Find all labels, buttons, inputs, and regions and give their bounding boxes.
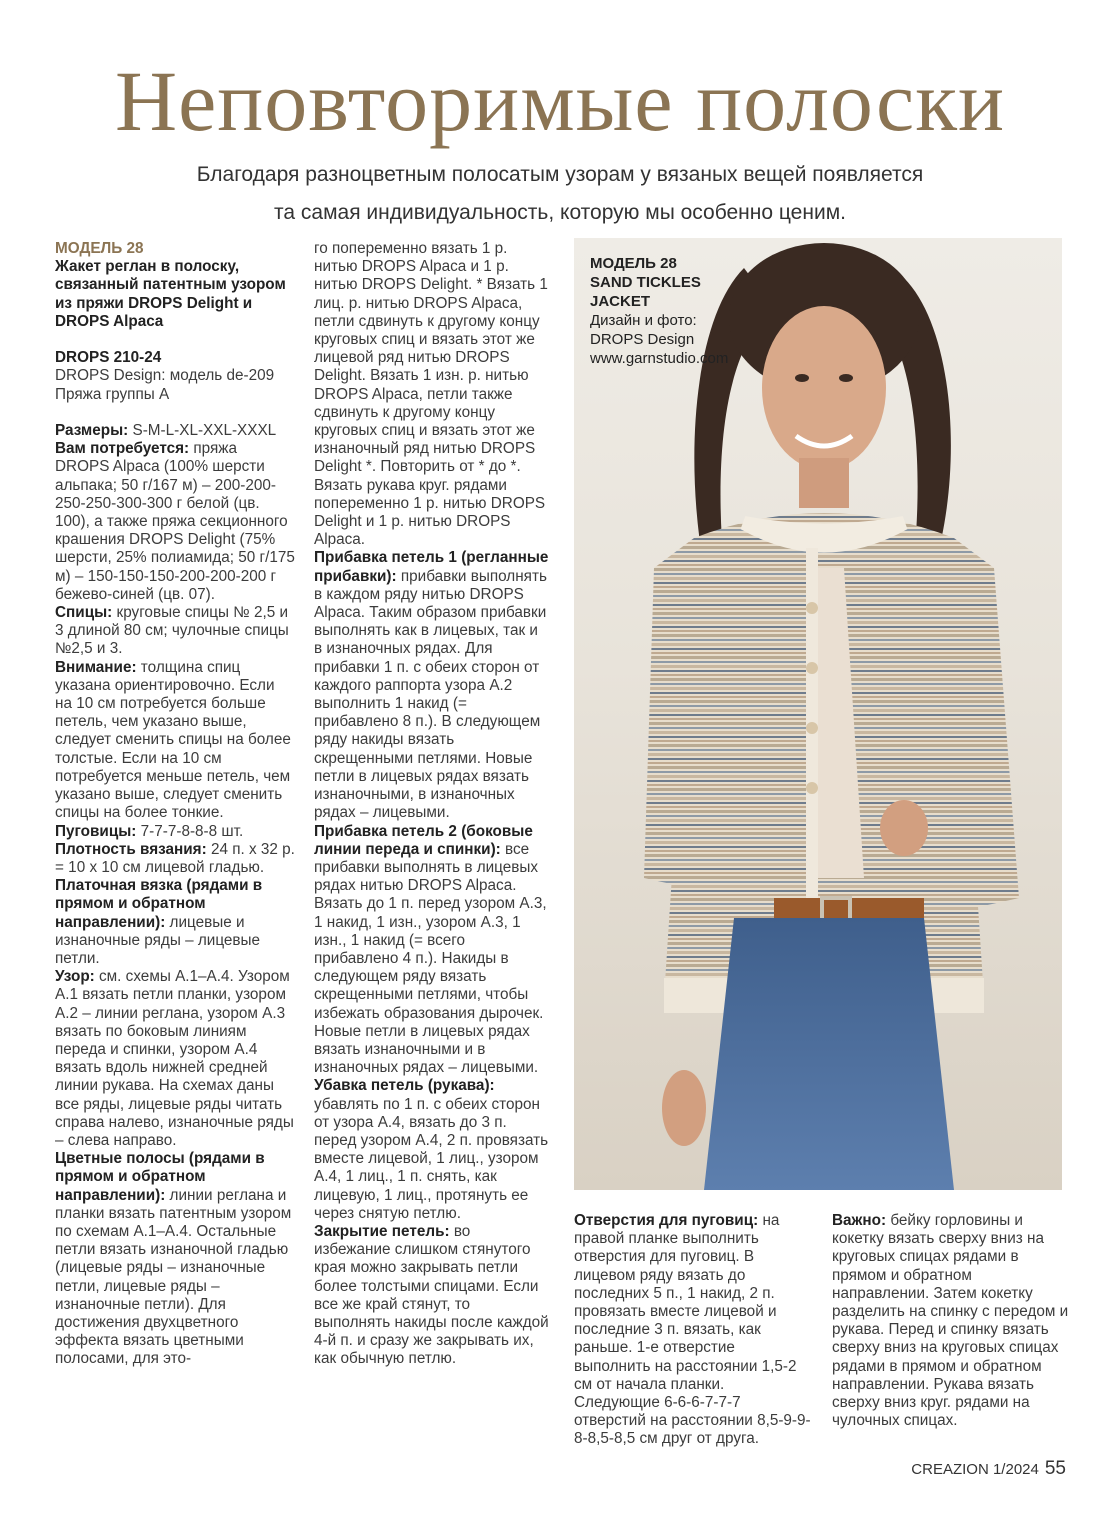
caption-name-1: SAND TICKLES — [590, 274, 701, 291]
text-column-2 — [314, 240, 550, 1369]
cardigan-model-illustration — [574, 238, 1062, 1190]
garter-paragraph — [55, 877, 262, 967]
needles-paragraph — [55, 604, 289, 657]
caption-model: МОДЕЛЬ 28 — [590, 255, 677, 272]
increase-1-label: Прибавка петель 1 (регланные прибавки): — [314, 549, 549, 585]
model-photo — [574, 238, 1062, 1190]
buttons-paragraph — [55, 823, 243, 840]
gauge-text: 24 п. x 32 р. = 10 x 10 см лицевой гладью. — [55, 840, 295, 876]
increase-1-text: прибавки выполнять в каждом ряду нитью DROPS Alpaca. Таким образом прибавки выполнять как в лицевых, так и в изнаночных рядах. Для прибавки 1 п. с обеих сторон от каждого раппорта узора А.2 выполнить 1 накид (= прибавлено 8 п.). В следующем ряду накиды вязать скрещенными петлями. Новые петли в лицевых рядах вязать изнаночными, в изнаночных рядах – лицевыми. — [314, 567, 547, 822]
caption-credit-1: Дизайн и фото: — [590, 312, 697, 329]
model-heading: Жакет реглан в полоску, связанный патентным узором из пряжи DROPS Delight и DROPS Alpaca — [55, 258, 286, 330]
gauge-label: Плотность вязания: — [55, 840, 207, 858]
bind-off-text: во избежание слишком стянутого края можно закрывать петли более толстыми спицами. Если все же край стянут, то выполнять накиды после каждой 4-й п. и сразу же закрывать их, как обычную петлю. — [314, 1222, 549, 1368]
needles-label: Спицы: — [55, 604, 113, 622]
yarn-group: Пряжа группы А — [55, 385, 170, 403]
sizes-label: Размеры: — [55, 422, 129, 440]
stripes-paragraph — [55, 1150, 291, 1367]
increase-2-paragraph — [314, 823, 547, 1077]
caption-site: www.garnstudio.com — [590, 350, 729, 367]
text-column-3 — [574, 1212, 814, 1449]
model-number: МОДЕЛЬ 28 — [55, 240, 144, 257]
buttonholes-label: Отверстия для пуговиц: — [574, 1212, 759, 1229]
page-number: 55 — [1044, 1458, 1066, 1479]
text-column-4 — [832, 1212, 1072, 1430]
buttonholes-text: на правой планке выполнить отверстия для пуговиц. В лицевом ряду вязать до последних 5 п., 1 накид, 2 п. провязать вместе лицевой и последние 3 п. вязать, как раньше. 1-е отверстие выполнить на расстоянии 1,5-2 см от начала планки. Следующие 6-6-6-7-7-7 отверстий на расстоянии 8,5-9-9-8-8,5-8,5 см друг от друга. — [574, 1212, 811, 1448]
lead-line-2: та самая индивидуальность, которую мы особенно ценим. — [274, 201, 846, 224]
pattern-text: см. схемы А.1–А.4. Узором А.1 вязать петли планки, узором А.2 – линии реглана, узором А.3 вязать по боковым линиям переда и спинки, узором А.4 вязать вдоль нижней средней линии рукава. На схемах даны все ряды, лицевые ряды читать справа налево, изнаночные ряды – слева направо. — [55, 968, 294, 1149]
buttonholes-paragraph — [574, 1212, 811, 1447]
attention-text: толщина спиц указана ориентировочно. Если на 10 см потребуется больше петель, чем указано выше, следует сменить спицы на более толстые. Если на 10 см потребуется меньше петель, чем указано выше, следует сменить спицы на более тонкие. — [55, 658, 291, 822]
garter-text: лицевые и изнаночные ряды – лицевые петли. — [55, 913, 261, 967]
design-line: DROPS Design: модель de-209 — [55, 367, 275, 385]
important-paragraph — [832, 1212, 1068, 1429]
important-text: бейку горловины и кокетку вязать сверху вниз на круговых спицах рядами в прямом и обратном направлении. Затем кокетку разделить на спинку с передом и рукава. Перед и спинку вязать сверху вниз на круговых спицах рядами в прямом и обратном направлении. Рукава вязать сверху вниз круг. рядами на чулочных спицах. — [832, 1212, 1069, 1430]
materials-text: пряжа DROPS Alpaca (100% шерсти альпака; 50 г/167 м) – 200-200-250-250-300-300 г белой (цв. 100), а также пряжа секционного крашения DROPS Delight (75% шерсти, 25% полиамида; 50 г/175 м) – 150-150-150-200-200-200 г бежево-синей (цв. 07). — [55, 440, 295, 603]
stripes-continued: го попеременно вязать 1 р. нитью DROPS Alpaca и 1 р. нитью DROPS Delight. * Вязать 1 лиц. р. нитью DROPS Alpaca, петли сдвинуть к другому концу круговых спиц и вязать этот же лицевой ряд нитью DROPS Delight. Вязать 1 изн. р. нитью DROPS Alpaca, петли также сдвинуть к другому концу круговых спиц и вязать этот же изнаночный ряд нитью DROPS Delight *. Повторить от * до *. Вязать рукава круг. рядами попеременно 1 р. нитью DROPS Delight и 1 р. нитью DROPS Alpaca. — [314, 240, 548, 549]
issue-label: CREAZION 1/2024 — [911, 1461, 1039, 1478]
bind-off-label: Закрытие петель: — [314, 1222, 450, 1240]
attention-label: Внимание: — [55, 658, 137, 676]
attention-paragraph — [55, 659, 291, 822]
buttons-label: Пуговицы: — [55, 822, 137, 840]
drops-code: DROPS 210-24 — [55, 349, 162, 367]
lead-line-1: Благодаря разноцветным полосатым узорам у вязаных вещей появляется — [196, 163, 924, 186]
materials-label: Вам потребуется: — [55, 440, 190, 458]
important-label: Важно: — [832, 1212, 887, 1229]
stripes-label: Цветные полосы (рядами в прямом и обратном направлении): — [55, 1150, 265, 1204]
garter-label: Платочная вязка (рядами в прямом и обратном направлении): — [55, 877, 263, 931]
photo-caption — [590, 254, 728, 368]
gauge-paragraph — [55, 841, 295, 876]
buttons-text: 7-7-7-8-8-8 шт. — [136, 822, 244, 840]
increase-2-label: Прибавка петель 2 (боковые линии переда и спинки): — [314, 822, 533, 858]
increase-1-paragraph — [314, 549, 548, 821]
page-title: Неповторимые полоски — [114, 53, 1006, 149]
sizes-text: S-M-L-XL-XXL-XXXL — [128, 422, 277, 440]
stripes-text: линии реглана и планки вязать патентным узором по схемам А.1–А.4. Остальные петли вязать изнаночной гладью (лицевые ряды – изнаночные петли, лицевые ряды – изнаночные петли). Для достижения двухцветного эффекта вязать цветными полосами, для это- — [55, 1186, 292, 1368]
text-column-1 — [55, 240, 295, 1369]
materials-paragraph — [55, 440, 295, 603]
sizes-paragraph — [55, 422, 276, 439]
decrease-paragraph — [314, 1077, 548, 1221]
decrease-label: Убавка петель (рукава): — [314, 1077, 495, 1095]
caption-credit-2: DROPS Design — [590, 331, 695, 348]
increase-2-text: все прибавки выполнять в лицевых рядах нитью DROPS Alpaca. Вязать до 1 п. перед узором А.3, 1 накид, 1 изн., узором А.3, 1 изн., 1 накид (= всего прибавлено 4 п.). Накиды в следующем ряду вязать скрещенными петлями, чтобы избежать образования дырочек. Новые петли в лицевых рядах вязать изнаночными и в изнаночных рядах – лицевыми. — [314, 840, 547, 1077]
decrease-text: убавлять по 1 п. с обеих сторон от узора А.4, вязать до 3 п. перед узором А.4, 2 п. провязать вместе лицевой, 1 лиц., узором А.4, 1 лиц., 1 п. снять, как лицевую, 1 лиц., протянуть ее через снятую петлю. — [314, 1095, 549, 1222]
caption-name-2: JACKET — [590, 293, 651, 310]
page-footer — [911, 1458, 1066, 1480]
pattern-label: Узор: — [55, 968, 95, 986]
bind-off-paragraph — [314, 1223, 549, 1367]
pattern-paragraph — [55, 968, 294, 1149]
needles-text: круговые спицы № 2,5 и 3 длиной 80 см; чулочные спицы №2,5 и 3. — [55, 604, 289, 658]
